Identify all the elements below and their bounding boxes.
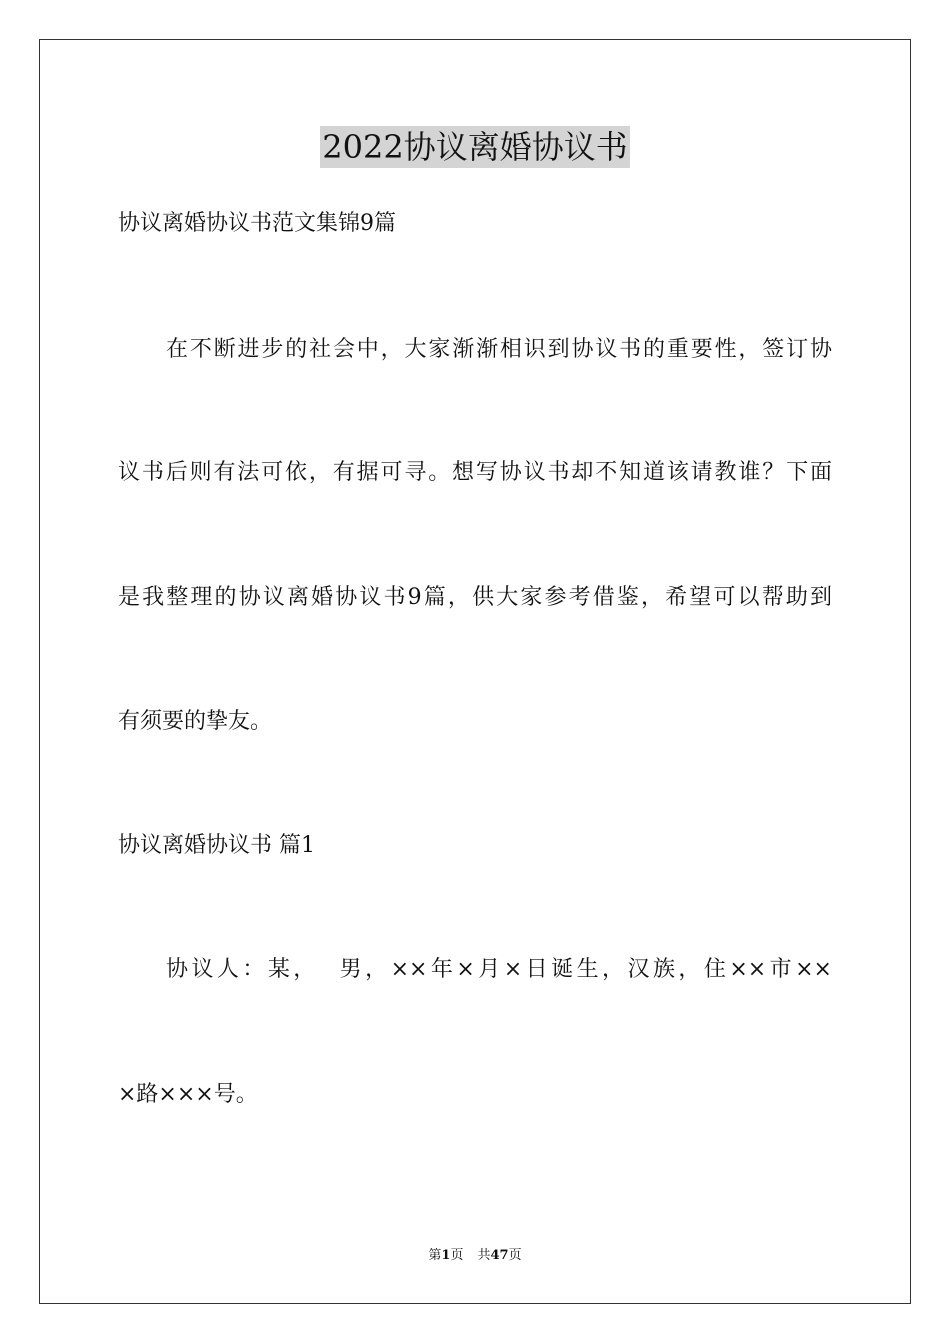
intro-line-3: 是我整理的协议离婚协议书9篇，供大家参考借鉴，希望可以帮助到 xyxy=(118,585,832,610)
footer-page-prefix: 第 xyxy=(428,1248,442,1263)
intro-line-4: 有须要的挚友。 xyxy=(118,709,273,734)
footer-total-prefix: 共 xyxy=(477,1248,491,1263)
party-line-1: 协议人：某， 男，××年×月×日诞生，汉族，住××市×× xyxy=(166,957,832,982)
section-heading: 协议离婚协议书 篇1 xyxy=(118,833,315,858)
footer-page-number: 1 xyxy=(441,1248,451,1263)
footer-total-pages: 47 xyxy=(490,1248,509,1263)
document-title: 2022协议离婚协议书 xyxy=(322,128,628,166)
document-subtitle: 协议离婚协议书范文集锦9篇 xyxy=(118,211,396,236)
intro-line-1: 在不断进步的社会中，大家渐渐相识到协议书的重要性，签订协 xyxy=(166,337,832,362)
page-footer xyxy=(0,1247,950,1265)
footer-total-suffix: 页 xyxy=(508,1248,522,1263)
party-line-2: ×路×××号。 xyxy=(118,1082,258,1107)
title-container xyxy=(0,126,950,168)
footer-page-suffix: 页 xyxy=(450,1248,464,1263)
intro-line-2: 议书后则有法可依，有据可寻。想写协议书却不知道该请教谁？下面 xyxy=(118,460,832,485)
